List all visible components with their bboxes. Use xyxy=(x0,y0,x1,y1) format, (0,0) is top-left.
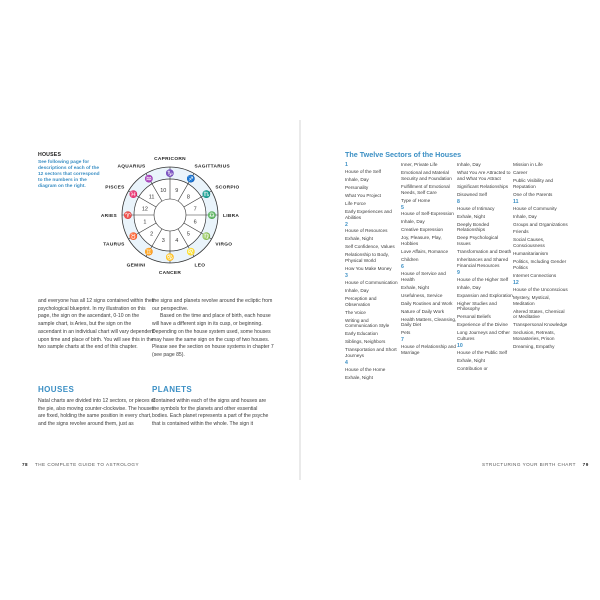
sector-item: Perception and Observation xyxy=(345,295,377,307)
house-number: 4 xyxy=(345,360,348,367)
zodiac-glyph: ♋ xyxy=(165,254,175,262)
house-number: 6 xyxy=(401,264,404,271)
zodiac-glyph: ♈ xyxy=(123,212,133,220)
sector-item: House of the Self xyxy=(345,168,381,174)
sector-item: Transportation and Short Journeys xyxy=(345,347,397,359)
sector-item: Emotional and Material Security and Foundation xyxy=(401,169,452,181)
house-number-label: 9 xyxy=(175,187,179,194)
zodiac-sign-label: PISCES xyxy=(105,185,125,191)
planets-section-heading: PLANETS xyxy=(152,385,193,394)
house-number-label: 10 xyxy=(160,187,167,194)
right-running-head: STRUCTURING YOUR BIRTH CHART xyxy=(482,462,576,467)
sector-item: Exhale, Night xyxy=(401,284,429,290)
sector-item: Inheritances and Shared Financial Resources xyxy=(457,257,509,268)
sector-item: Love Affairs, Romance xyxy=(401,249,449,255)
sector-item: Career xyxy=(513,169,528,175)
house-number-label: 4 xyxy=(175,238,179,245)
zodiac-sign-label: GEMINI xyxy=(126,263,146,269)
sector-item: Early Experiences and Abilities xyxy=(345,208,392,220)
sector-item: House of Communication xyxy=(345,279,398,285)
zodiac-sign-label: SCORPIO xyxy=(215,185,240,191)
sector-item: Personality xyxy=(345,184,369,190)
zodiac-sign-label: TAURUS xyxy=(103,242,125,248)
diagram-heading: HOUSES xyxy=(38,152,62,158)
left-page-number: 78 xyxy=(22,462,29,467)
sector-item: Experience of the Divine xyxy=(457,322,508,328)
sectors-column-2 xyxy=(401,162,457,358)
sector-item: Inhale, Day xyxy=(345,287,369,293)
sector-item: Nature of Daily Work xyxy=(401,308,445,314)
sector-item: Long Journeys and Other Cultures xyxy=(457,330,510,342)
sector-item: How You Make Money xyxy=(345,266,392,272)
sector-item: Inhale, Day xyxy=(457,284,481,290)
sector-item: Transpersonal Knowledge xyxy=(513,322,568,328)
zodiac-sign-label: LEO xyxy=(194,263,206,269)
sectors-column-4 xyxy=(513,162,569,352)
sectors-title: The Twelve Sectors of the Houses xyxy=(345,150,462,159)
left-col1-intro xyxy=(38,298,156,352)
houses-section-text xyxy=(38,398,156,429)
zodiac-glyph: ♉ xyxy=(129,233,138,241)
sector-item: The Voice xyxy=(345,309,366,315)
sector-item: Inner, Private Life xyxy=(401,162,438,167)
sector-item: Dreaming, Empathy xyxy=(513,344,555,350)
sector-item: What You Are Attracted to and What You Attract xyxy=(457,169,511,181)
house-number: 12 xyxy=(513,280,519,286)
planets-paragraph: Contained within each of the signs and houses are the symbols for the planets and other essential bodies. Each planet represents a part of the psyche that is contained within the whole. The sign it xyxy=(152,398,269,428)
sector-item: Friends xyxy=(513,229,529,235)
diagram-caption: See following page for descriptions of each of the 12 sectors that correspond to the numbers in the diagram on the right. xyxy=(38,160,100,190)
zodiac-sign-label: LIBRA xyxy=(223,214,240,219)
sector-item: Siblings, Neighbors xyxy=(345,339,386,345)
sector-item: House of Service and Health xyxy=(401,270,446,282)
house-number: 10 xyxy=(457,343,463,350)
sector-item: Mystery, Mystical, Meditation xyxy=(513,294,550,306)
zodiac-glyph: ♒ xyxy=(144,176,154,184)
sector-item: Personal Beliefs xyxy=(457,314,491,320)
sector-item: Deep Psychological Issues xyxy=(457,235,499,247)
sector-item: Humanitarianism xyxy=(513,251,549,257)
planets-section-text xyxy=(152,398,274,429)
house-number: 11 xyxy=(513,198,519,205)
sector-item: Public Visibility and Reputation xyxy=(513,177,554,189)
sector-item: Groups and Organizations xyxy=(513,221,568,227)
zodiac-glyph: ♊ xyxy=(144,248,154,256)
sector-item: House of the Public Self xyxy=(457,349,508,355)
sector-item: House of the Higher Self xyxy=(457,276,509,282)
right-folio xyxy=(482,462,589,467)
sector-item: House of Resources xyxy=(345,228,388,234)
zodiac-sign-label: ARIES xyxy=(100,214,117,219)
house-number-label: 5 xyxy=(186,231,190,238)
house-number-label: 6 xyxy=(193,219,197,226)
sector-item: Higher Studies and Philosophy xyxy=(457,300,497,312)
sector-item: Health Matters, Cleansing, Daily Diet xyxy=(401,316,457,328)
right-page-number: 79 xyxy=(582,462,589,467)
zodiac-glyph: ♑ xyxy=(165,170,175,178)
sector-item: Daily Routines and Work xyxy=(401,300,453,306)
house-number: 8 xyxy=(457,198,460,205)
left-folio xyxy=(22,462,139,467)
zodiac-sign-label: CANCER xyxy=(158,271,182,276)
sector-item: Social Causes, Consciousness xyxy=(513,237,545,249)
sector-item: Exhale, Night xyxy=(345,374,373,380)
intro-paragraph: and everyone has all 12 signs contained within their psychological blueprint. In my illustration on this page, the sign on the ascendant, 0-10 on the sample chart, is Aries, but the sign on the ascendant in an individual chart will vary dependent upon time and place of birth. You will see this in the two sample charts at the end of this chapter. xyxy=(38,298,155,351)
house-number: 2 xyxy=(345,221,348,228)
sector-item: Relationship to Body, Physical World xyxy=(345,252,389,264)
sector-item: House of Self-Expression xyxy=(401,211,454,217)
sector-item: Usefulness, Service xyxy=(401,292,443,298)
house-number: 5 xyxy=(401,204,404,211)
sector-item: Mission in Life xyxy=(513,162,543,167)
zodiac-glyph: ♌ xyxy=(186,248,196,256)
zodiac-glyph: ♍ xyxy=(202,233,211,241)
sector-item: Deeply Bonded Relationships xyxy=(457,221,490,233)
sector-item: Inhale, Day xyxy=(457,162,481,167)
house-number: 9 xyxy=(457,269,460,276)
zodiac-sign-label: VIRGO xyxy=(215,242,233,248)
sector-item: Inhale, Day xyxy=(513,213,537,219)
zodiac-glyph: ♐ xyxy=(186,176,196,184)
sector-item: Altered States, Chemical or Meditative xyxy=(513,308,565,320)
sector-item: House of Intimacy xyxy=(457,205,495,211)
sector-item: Children xyxy=(401,257,419,263)
houses-section-heading: HOUSES xyxy=(38,385,75,394)
col2-cusp-paragraph: Based on the time and place of birth, each house will have a different sign in its cusp, or beginning. Depending on the house system used, some houses may have the same sign on the cusp of two houses. Please see the section on house systems in chapter 7 (see page 85). xyxy=(152,313,274,358)
house-number: 1 xyxy=(345,162,348,168)
wheel-inner-ring xyxy=(154,199,186,231)
houses-paragraph: Natal charts are divided into 12 sectors, or pieces of the pie, also moving counter-clockwise. The houses are fixed, holding the same position in every chart, and the signs revolve around them, just as xyxy=(38,398,156,428)
sector-item: Writing and Communication Style xyxy=(345,317,390,329)
zodiac-sign-label: SAGITTARIUS xyxy=(194,164,230,170)
house-number-label: 12 xyxy=(141,206,148,213)
sector-item: Significant Relationships xyxy=(457,183,509,189)
zodiac-sign-label: CAPRICORN xyxy=(154,157,186,162)
sector-item: Disowned Self xyxy=(457,191,487,197)
house-number: 3 xyxy=(345,273,348,280)
house-number-label: 7 xyxy=(193,206,197,213)
left-running-head: THE COMPLETE GUIDE TO ASTROLOGY xyxy=(34,462,140,467)
sector-item: House of the Unconscious xyxy=(513,286,568,292)
sector-item: Transformation and Death xyxy=(457,249,512,255)
sector-item: Creative Expression xyxy=(401,227,443,233)
sector-item: Type of Home xyxy=(401,197,431,203)
sector-item: Seclusion, Retreats, Monasteries, Prison xyxy=(513,330,555,342)
house-number-label: 11 xyxy=(148,194,155,201)
sector-item: Fulfillment of Emotional Needs, Self Care xyxy=(401,183,450,195)
sector-item: One of the Parents xyxy=(513,191,553,197)
sector-item: Exhale, Night xyxy=(457,213,485,219)
sector-item: Self Confidence, Values xyxy=(345,244,395,250)
sector-item: Exhale, Night xyxy=(457,357,485,363)
sector-item: Joy, Pleasure, Play, Hobbies xyxy=(401,235,442,247)
house-number-label: 3 xyxy=(161,238,165,245)
sector-item: Politics, Including Gender Politics xyxy=(513,259,567,271)
house-number-label: 2 xyxy=(150,231,154,238)
sector-item: Pets xyxy=(401,330,411,336)
sector-item: Life Force xyxy=(345,200,366,206)
sector-item: Inhale, Day xyxy=(345,176,369,182)
page-gutter xyxy=(299,120,301,480)
sector-item: House of the Home xyxy=(345,366,386,372)
sectors-column-3 xyxy=(457,162,513,374)
sectors-column-1 xyxy=(345,162,401,383)
sector-item: Exhale, Night xyxy=(345,236,373,242)
zodiac-glyph: ♓ xyxy=(129,191,138,199)
houses-wheel-diagram xyxy=(90,150,250,290)
sector-item: House of Relationship and Marriage xyxy=(401,344,456,355)
sector-item: What You Project xyxy=(345,192,381,198)
left-col2 xyxy=(152,298,274,360)
sector-item: Internet Connections xyxy=(513,273,557,279)
sector-item: Early Education xyxy=(345,331,378,337)
house-number: 7 xyxy=(401,337,404,344)
sector-item: Expansion and Exploration xyxy=(457,292,513,298)
house-number-label: 8 xyxy=(186,194,190,201)
zodiac-glyph: ♏ xyxy=(202,191,211,199)
sector-item: Contribution or xyxy=(457,365,488,371)
house-number-label: 1 xyxy=(143,219,147,226)
col2-intro-paragraph: the signs and planets revolve around the ecliptic from our perspective. xyxy=(152,298,273,312)
sector-item: House of Community xyxy=(513,205,557,211)
sector-item: Inhale, Day xyxy=(401,219,425,225)
zodiac-sign-label: AQUARIUS xyxy=(117,164,146,170)
zodiac-glyph: ♎ xyxy=(207,212,217,220)
